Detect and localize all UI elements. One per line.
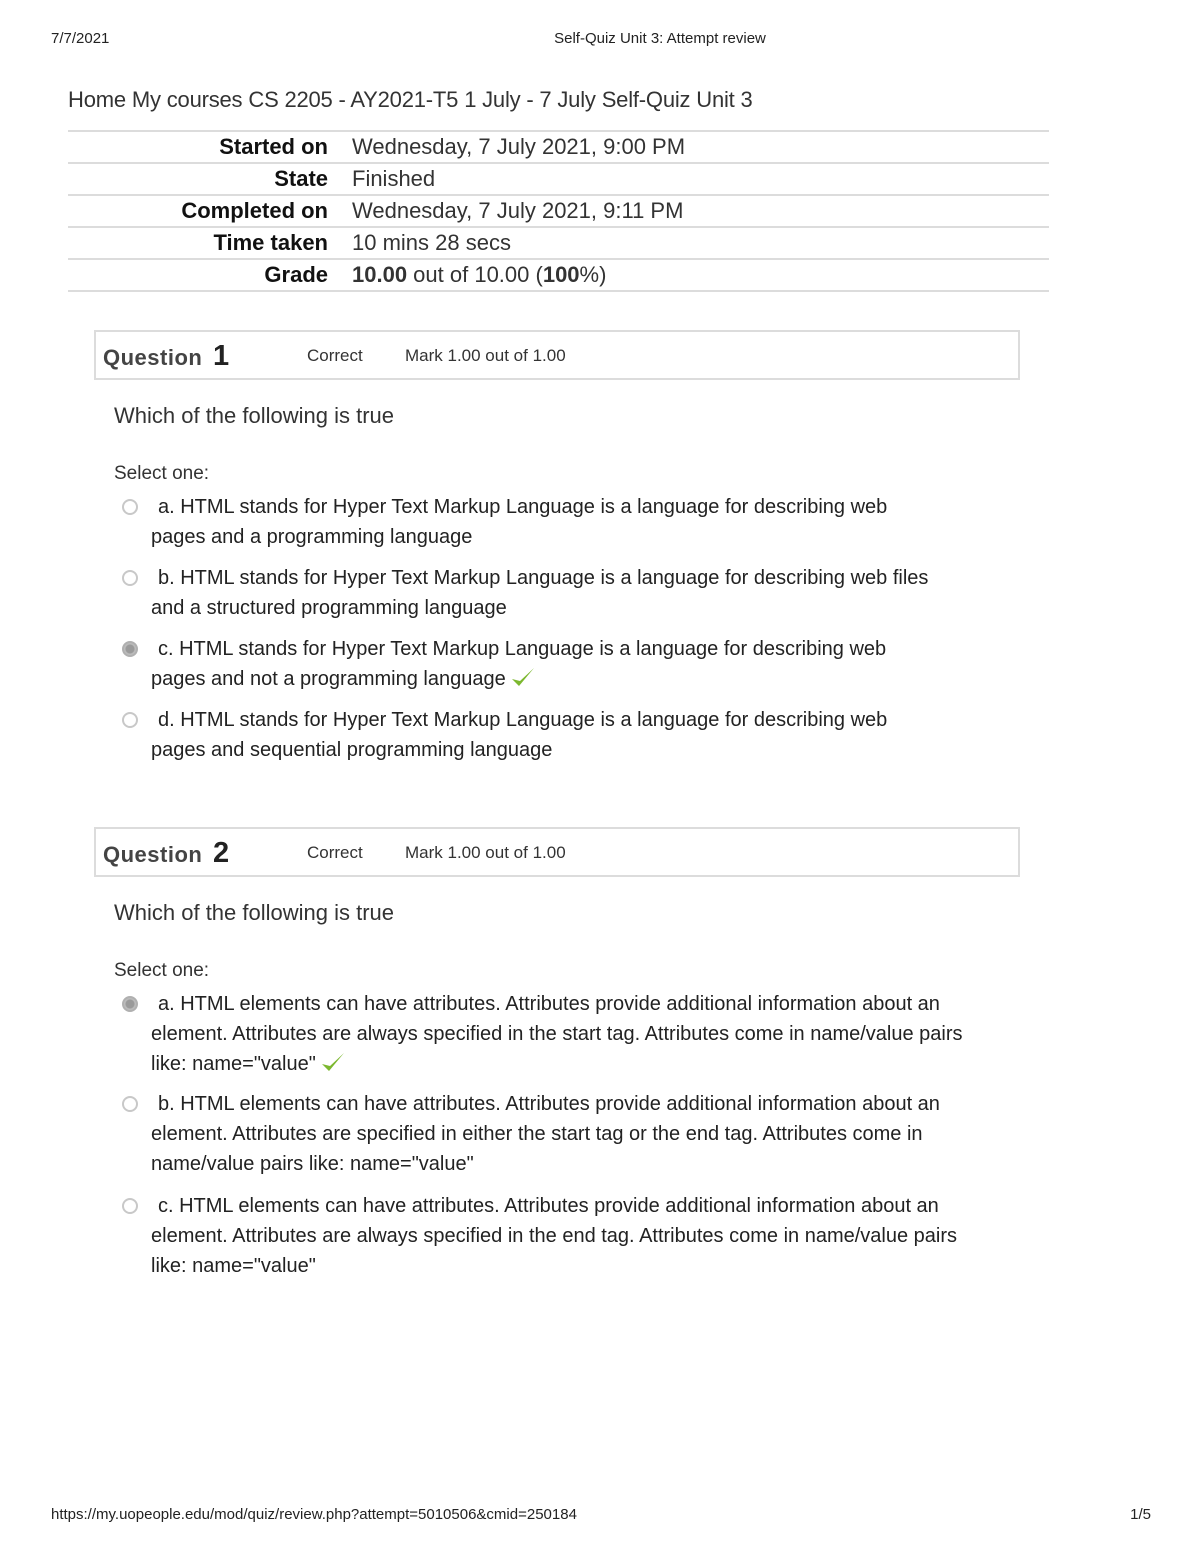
print-header	[0, 30, 1200, 50]
summary-label: Time taken	[68, 227, 352, 259]
breadcrumb-home[interactable]: Home	[68, 87, 126, 112]
grade-score: 10.00	[352, 262, 408, 287]
page-number: 1/5	[1130, 1506, 1151, 1523]
answer-rest: pages and sequential programming language	[151, 739, 553, 761]
question-2-prompt: Select one:	[114, 960, 210, 981]
answer-rest: pages and a programming language	[151, 526, 473, 548]
q2-answer-b[interactable]	[122, 1089, 972, 1179]
answer-text	[151, 634, 972, 700]
attempt-summary-table	[68, 130, 1049, 292]
breadcrumb	[68, 87, 759, 113]
footer-url: https://my.uopeople.edu/mod/quiz/review.php?attempt=5010506&cmid=250184	[51, 1506, 577, 1523]
summary-value: Finished	[352, 163, 1049, 195]
answer-text	[151, 1191, 972, 1281]
question-2-info	[94, 827, 1020, 877]
question-mark: Mark 1.00 out of 1.00	[405, 843, 566, 862]
question-2-text: Which of the following is true	[114, 900, 395, 925]
answer-rest: element. Attributes are always specified in the start tag. Attributes come in name/value pairs like: name="value"	[151, 1023, 963, 1075]
breadcrumb-week[interactable]: 1 July - 7 July	[464, 87, 596, 112]
answer-line1: b. HTML stands for Hyper Text Markup Language is a language for describing web files	[158, 567, 929, 589]
summary-row-state	[68, 163, 1049, 195]
summary-label: State	[68, 163, 352, 195]
summary-label: Started on	[68, 131, 352, 163]
radio-button[interactable]	[122, 712, 138, 728]
answer-text	[151, 563, 972, 623]
q1-answer-b[interactable]	[122, 563, 972, 623]
summary-value: 10 mins 28 secs	[352, 227, 1049, 259]
radio-button[interactable]	[122, 570, 138, 586]
summary-label: Completed on	[68, 195, 352, 227]
print-title: Self-Quiz Unit 3: Attempt review	[554, 30, 766, 47]
q2-answer-a[interactable]	[122, 989, 972, 1085]
question-number	[103, 837, 230, 870]
grade-percent: 100	[542, 262, 580, 287]
answer-line1: c. HTML elements can have attributes. Attributes provide additional information about an	[158, 1195, 939, 1217]
answer-text	[151, 989, 972, 1085]
correct-check-icon	[320, 1050, 346, 1085]
summary-row-grade	[68, 259, 1049, 291]
answer-text	[151, 705, 972, 765]
answer-rest: and a structured programming language	[151, 597, 507, 619]
summary-value: Wednesday, 7 July 2021, 9:00 PM	[352, 131, 1049, 163]
answer-line1: c. HTML stands for Hyper Text Markup Language is a language for describing web	[158, 638, 887, 660]
question-no: 1	[212, 340, 230, 372]
summary-value: Wednesday, 7 July 2021, 9:11 PM	[352, 195, 1049, 227]
question-number	[103, 340, 230, 373]
question-state: Correct	[307, 843, 363, 862]
q1-answer-c[interactable]	[122, 634, 972, 700]
answer-line1: d. HTML stands for Hyper Text Markup Language is a language for describing web	[158, 709, 888, 731]
answer-text	[151, 492, 972, 552]
answer-rest: element. Attributes are specified in either the start tag or the end tag. Attributes come in name/value pairs like: name="value"	[151, 1123, 923, 1175]
radio-button[interactable]	[122, 1198, 138, 1214]
radio-button[interactable]	[122, 499, 138, 515]
question-1-text: Which of the following is true	[114, 403, 395, 428]
radio-button[interactable]	[122, 1096, 138, 1112]
summary-row-time-taken	[68, 227, 1049, 259]
print-footer	[51, 1506, 1151, 1523]
answer-rest: element. Attributes are always specified in the end tag. Attributes come in name/value pairs like: name="value"	[151, 1225, 957, 1277]
summary-row-completed	[68, 195, 1049, 227]
answer-rest: pages and not a programming language	[151, 668, 506, 690]
question-state: Correct	[307, 346, 363, 365]
radio-button-selected[interactable]	[122, 996, 138, 1012]
question-no: 2	[212, 837, 230, 869]
print-date: 7/7/2021	[51, 30, 110, 47]
answer-text	[151, 1089, 972, 1179]
question-mark: Mark 1.00 out of 1.00	[405, 346, 566, 365]
q1-answer-d[interactable]	[122, 705, 972, 765]
grade-value	[352, 259, 1049, 291]
summary-label: Grade	[68, 259, 352, 291]
answer-line1: a. HTML stands for Hyper Text Markup Language is a language for describing web	[158, 496, 888, 518]
q1-answer-a[interactable]	[122, 492, 972, 552]
radio-button-selected[interactable]	[122, 641, 138, 657]
question-label: Question	[103, 345, 203, 370]
breadcrumb-my-courses[interactable]: My courses	[131, 87, 243, 112]
question-1-prompt: Select one:	[114, 463, 210, 484]
answer-line1: b. HTML elements can have attributes. Attributes provide additional information about an	[158, 1093, 940, 1115]
breadcrumb-course[interactable]: CS 2205 - AY2021-T5	[248, 87, 459, 112]
question-1-info	[94, 330, 1020, 380]
breadcrumb-quiz[interactable]: Self-Quiz Unit 3	[601, 87, 753, 112]
question-label: Question	[103, 842, 203, 867]
answer-line1: a. HTML elements can have attributes. Attributes provide additional information about an	[158, 993, 940, 1015]
q2-answer-c[interactable]	[122, 1191, 972, 1281]
summary-row-started	[68, 131, 1049, 163]
grade-out-of: out of 10.00 (	[407, 262, 543, 287]
grade-suffix: %)	[579, 262, 607, 287]
correct-check-icon	[510, 665, 536, 700]
